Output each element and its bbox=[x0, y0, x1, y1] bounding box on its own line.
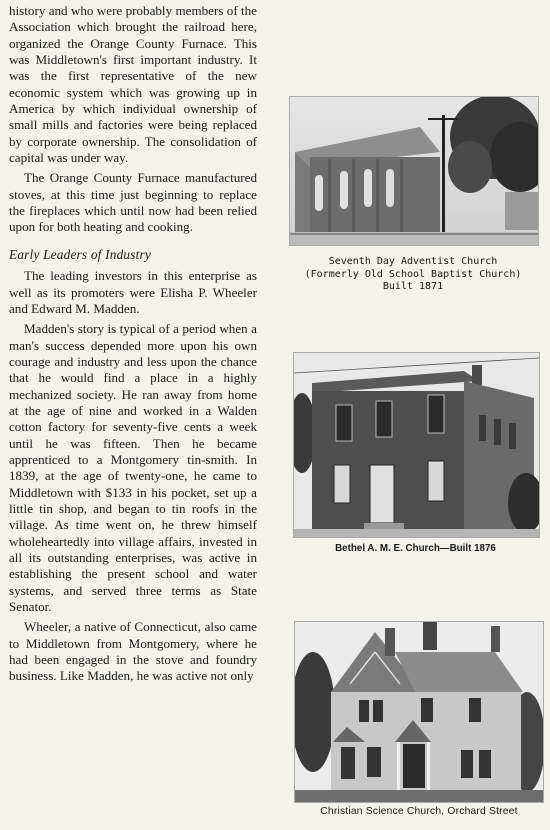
photo-adventist-church bbox=[289, 96, 539, 246]
paragraph-wheeler: Wheeler, a native of Connecticut, also came to Middletown from Montgomery, where he had been engaged in the stove and foundry business. Like Madden, he was active not only bbox=[9, 619, 257, 684]
caption-bethel: Bethel A. M. E. Church—Built 1876 bbox=[335, 543, 496, 554]
paragraph-furnace: history and who were probably members of the Association which brought the railroad here, organized the Orange County Furnace. This was Middletown's first important industry. It was the first representative of the new economic system which was growing up in America by which individual ownership of small mills and factories were being replaced by corporate ownership. The consolidation of capital was under way. bbox=[9, 3, 257, 166]
caption-adventist-line2: (Formerly Old School Baptist Church) bbox=[304, 268, 522, 280]
caption-adventist-line1: Seventh Day Adventist Church bbox=[328, 256, 498, 267]
bethel-illustration bbox=[294, 353, 539, 537]
paragraph-stoves: The Orange County Furnace manufactured stoves, at this time just beginning to replace the fireplaces which until now had been relied upon for both heating and cooking. bbox=[9, 170, 257, 235]
photo-christian-science-church bbox=[294, 621, 544, 803]
paragraph-investors: The leading investors in this enterprise as well as its promoters were Elisha P. Wheeler and Edward M. Madden. bbox=[9, 268, 257, 316]
church-illustration bbox=[290, 97, 538, 245]
caption-adventist-line3: Built 1871 bbox=[382, 281, 444, 292]
photo-bethel-church bbox=[293, 352, 540, 538]
christian-science-illustration bbox=[295, 622, 543, 802]
section-heading: Early Leaders of Industry bbox=[9, 246, 152, 262]
paragraph-madden: Madden's story is typical of a period when a man's success depended more upon his own courage and industry and less upon the chance that he would find a place in a highly mechanized society. He ran away from home at the age of nine and worked in a Walden cotton factory for seventy-five cents a week until he was fifteen. Then he became apprenticed to a Montgomery tin-smith. In 1839, at the age of twenty-one, he came to Middletown with $133 in his pocket, set up a little tin shop, and began to tin roofs in the village. As time went on, he threw himself wholeheartedly into village affairs, invested in all its outstanding enterprises, was active in establishing the present school and water systems, and served three terms as State Senator. bbox=[9, 321, 257, 615]
article-text-column bbox=[9, 3, 257, 685]
caption-adventist bbox=[289, 256, 537, 294]
caption-christian-science: Christian Science Church, Orchard Street bbox=[320, 806, 518, 817]
